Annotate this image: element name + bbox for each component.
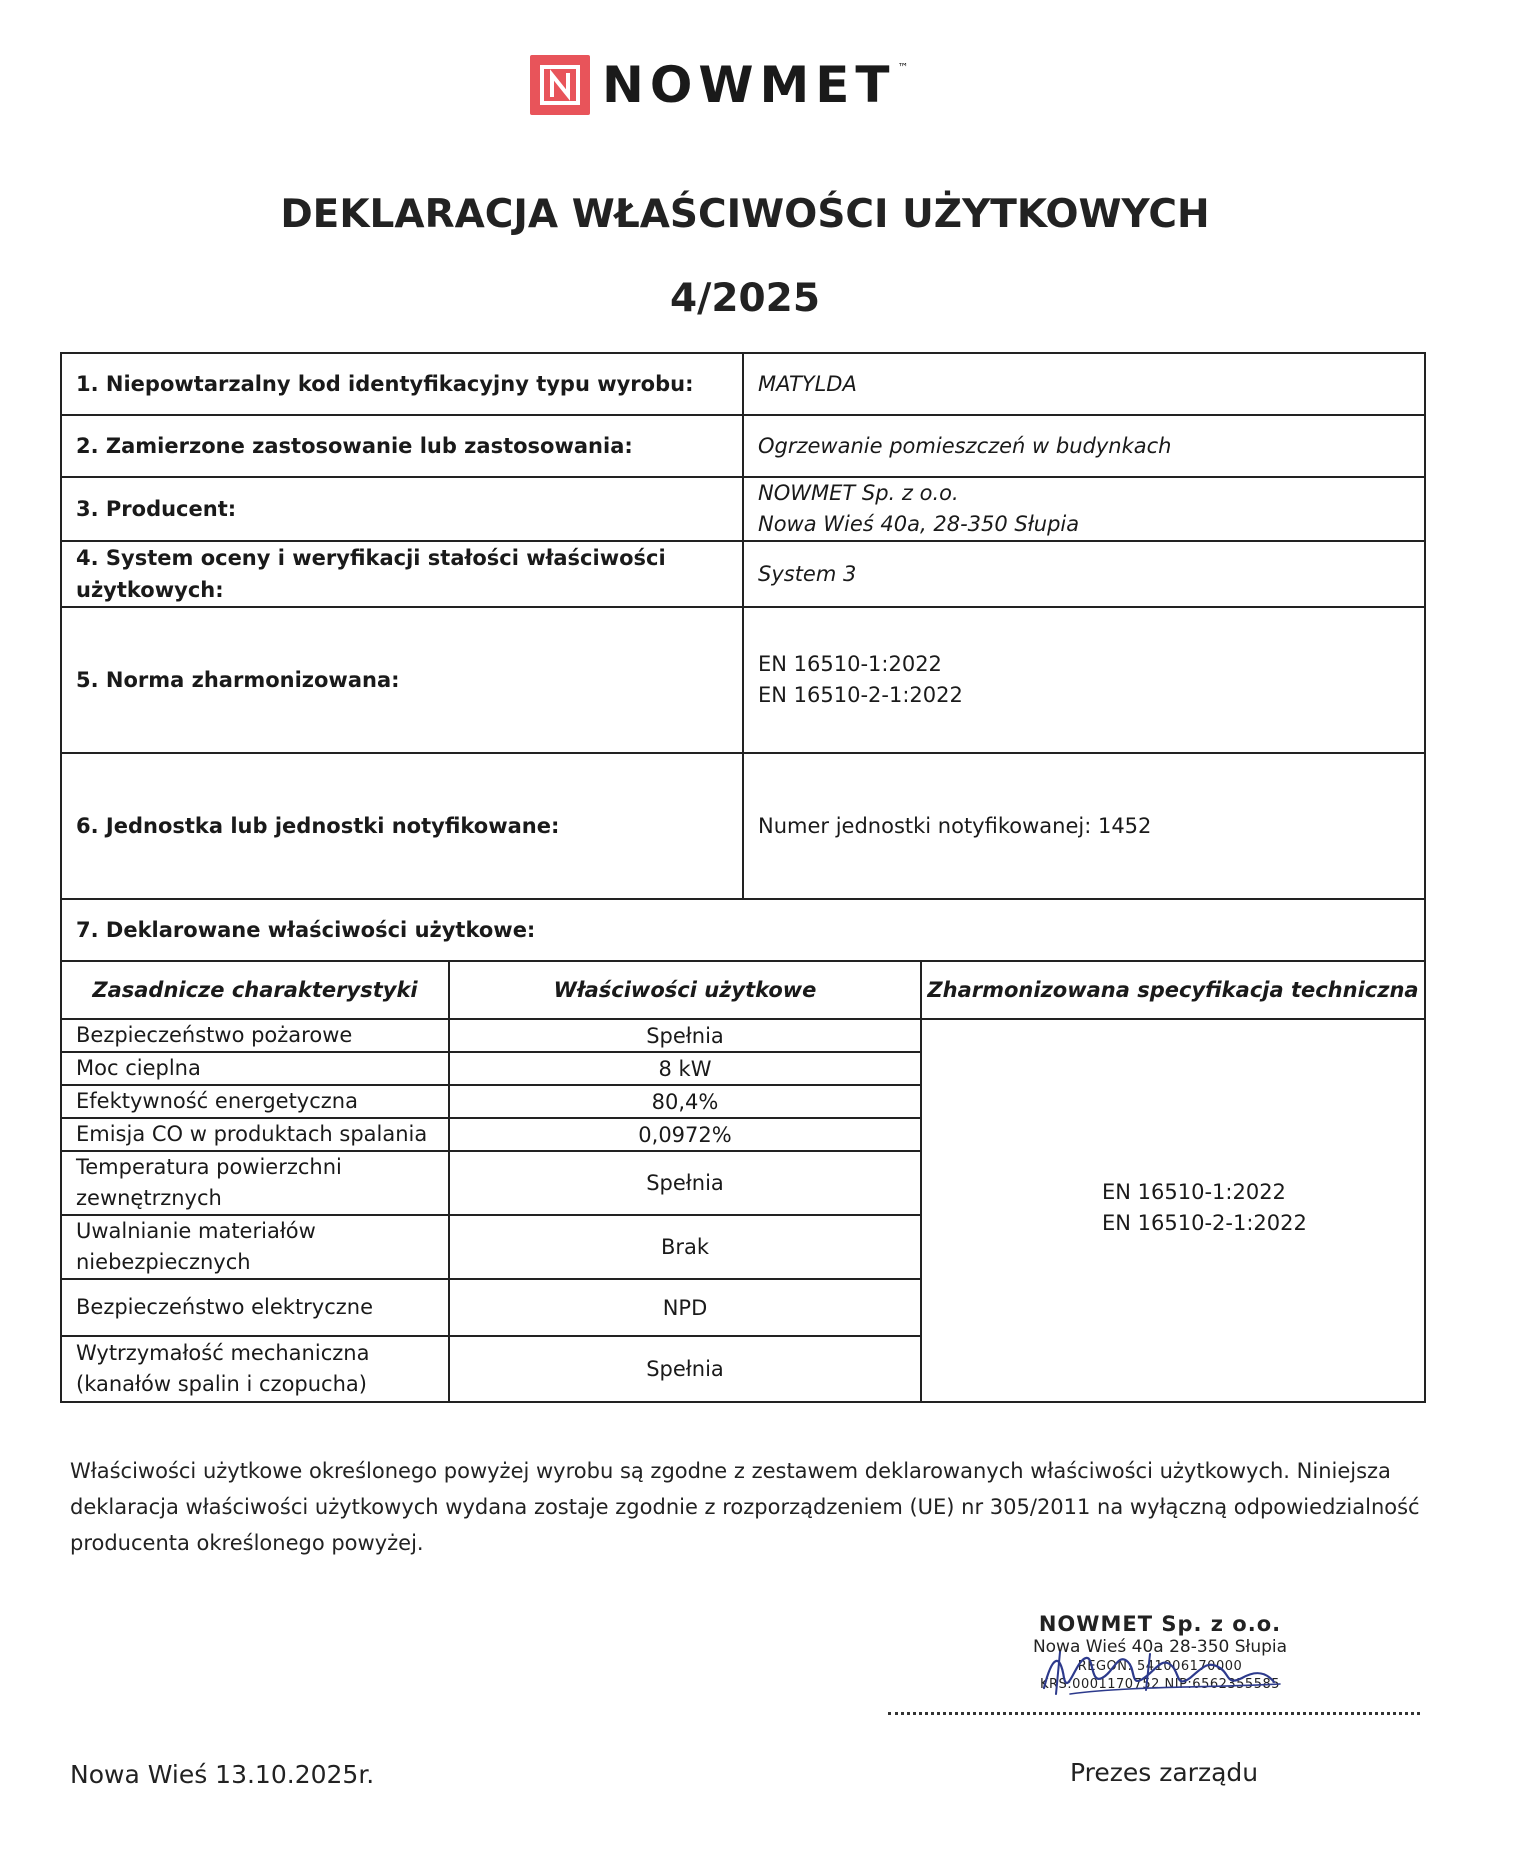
place-and-date: Nowa Wieś 13.10.2025r.	[70, 1760, 375, 1789]
spec-values	[922, 1020, 1424, 1395]
table-row	[62, 754, 1424, 900]
stamp-krs-nip: KRS:0001170752 NIP:6562355585	[1039, 1677, 1281, 1692]
property-value: 0,0972%	[638, 1122, 732, 1147]
header-spec: Zharmonizowana specyfikacja techniczna	[922, 962, 1424, 1020]
table-row	[62, 542, 1424, 608]
property-name: Bezpieczeństwo pożarowe	[62, 1020, 450, 1051]
property-row	[62, 1020, 920, 1053]
property-name-line: Wytrzymałość mechaniczna	[76, 1341, 370, 1365]
header-characteristics: Zasadnicze charakterystyki	[62, 962, 450, 1018]
spec-line: EN 16510-2-1:2022	[1102, 1210, 1307, 1235]
row-label: 6. Jednostka lub jednostki notyfikowane:	[62, 754, 744, 898]
property-row	[62, 1086, 920, 1119]
property-name-line: Uwalnianie materiałów	[76, 1219, 316, 1243]
property-row	[62, 1216, 920, 1280]
stamp-company-name: NOWMET Sp. z o.o.	[1038, 1612, 1282, 1636]
row-label-line: 4. System oceny i weryfikacji stałości właściwości	[76, 546, 666, 570]
header-performance: Właściwości użytkowe	[553, 978, 817, 1002]
property-name-line: zewnętrznych	[76, 1186, 222, 1210]
declaration-table	[60, 352, 1426, 1403]
row-label: 1. Niepowtarzalny kod identyfikacyjny typu wyrobu:	[62, 354, 744, 414]
property-value: Spełnia	[646, 1171, 724, 1195]
signatory-role: Prezes zarządu	[1070, 1758, 1259, 1787]
section7-label: 7. Deklarowane właściwości użytkowe:	[76, 918, 536, 942]
table-row	[62, 478, 1424, 542]
property-name: Moc cieplna	[62, 1053, 450, 1084]
property-value: Spełnia	[646, 1357, 724, 1381]
property-value: 8 kW	[658, 1056, 712, 1081]
company-logo	[530, 52, 909, 118]
stamp-address: Nowa Wieś 40a 28-350 Słupia	[1032, 1637, 1288, 1657]
property-name: Bezpieczeństwo elektryczne	[62, 1280, 450, 1335]
signature-icon	[1030, 1638, 1290, 1702]
spec-line: EN 16510-1:2022	[1102, 1179, 1286, 1204]
section7-header-row	[62, 900, 1424, 960]
standard-line: EN 16510-1:2022	[758, 652, 942, 676]
logo-text: NOWMET	[602, 56, 896, 114]
table-row	[62, 608, 1424, 754]
property-name-line: (kanałów spalin i czopucha)	[76, 1372, 367, 1396]
row-value: System 3	[758, 561, 857, 586]
properties-spec	[922, 962, 1424, 1401]
property-name	[62, 1152, 450, 1214]
declaration-text: Właściwości użytkowe określonego powyżej wyrobu są zgodne z zestawem deklarowanych właściwości użytkowych. Niniejsza deklaracja właściwości użytkowych wydana zostaje zgodnie z rozporządzeniem (UE) nr 305/2011 na wyłączną odpowiedzialność producenta określonego powyżej.	[70, 1459, 1420, 1555]
row-value	[744, 478, 1424, 540]
property-row	[62, 1119, 920, 1152]
property-value: 80,4%	[651, 1089, 719, 1114]
document-title: DEKLARACJA WŁAŚCIWOŚCI UŻYTKOWYCH	[280, 192, 1210, 237]
property-row	[62, 1337, 920, 1401]
property-value: Brak	[660, 1235, 710, 1259]
table-row	[62, 354, 1424, 416]
row-label: 2. Zamierzone zastosowanie lub zastosowania:	[62, 416, 744, 476]
property-name-line: niebezpiecznych	[76, 1250, 251, 1274]
table-row	[62, 416, 1424, 478]
property-value: NPD	[662, 1295, 708, 1320]
subtable-header	[62, 962, 920, 1020]
logo-mark-icon	[530, 55, 590, 115]
properties-left	[62, 962, 922, 1401]
property-value: Spełnia	[646, 1023, 724, 1048]
property-row	[62, 1053, 920, 1086]
property-name	[62, 1337, 450, 1401]
row-label: 5. Norma zharmonizowana:	[62, 608, 744, 752]
row-value	[744, 608, 1424, 752]
row-value: Ogrzewanie pomieszczeń w budynkach	[758, 433, 1172, 458]
document-number: 4/2025	[670, 276, 820, 321]
row-value: MATYLDA	[758, 371, 857, 396]
property-name	[62, 1216, 450, 1278]
property-row	[62, 1152, 920, 1216]
trademark-symbol: ™	[897, 60, 909, 74]
stamp-regon: REGON: 541006170000	[1077, 1659, 1243, 1674]
producer-address: Nowa Wieś 40a, 28-350 Słupia	[758, 512, 1080, 536]
producer-name: NOWMET Sp. z o.o.	[758, 481, 959, 505]
property-row	[62, 1280, 920, 1337]
standard-line: EN 16510-2-1:2022	[758, 683, 963, 707]
property-name: Emisja CO w produktach spalania	[62, 1119, 450, 1150]
row-value: Numer jednostki notyfikowanej: 1452	[758, 813, 1152, 838]
row-label: 3. Producent:	[62, 478, 744, 540]
properties-subtable	[62, 960, 1424, 1401]
row-label-line: użytkowych:	[76, 578, 224, 602]
property-name: Efektywność energetyczna	[62, 1086, 450, 1117]
row-label	[62, 542, 744, 606]
signature-line	[888, 1712, 1420, 1715]
property-name-line: Temperatura powierzchni	[76, 1155, 342, 1179]
